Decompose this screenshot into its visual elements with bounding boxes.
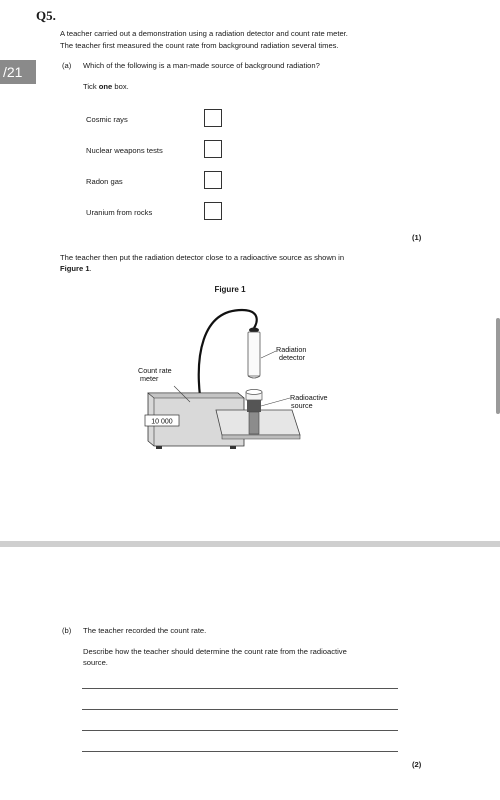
tick-prefix: Tick	[83, 82, 99, 91]
answer-line-1[interactable]	[82, 688, 398, 689]
label-detector: detector	[279, 353, 305, 362]
part-b-instruction-line-1: Describe how the teacher should determine the count rate from the radioactive	[83, 647, 347, 656]
figure-reference: Figure 1	[60, 264, 90, 273]
answer-line-4[interactable]	[82, 751, 398, 752]
page-badge: /21	[0, 60, 36, 84]
detector-leader	[261, 351, 276, 358]
checkbox-cosmic-rays[interactable]	[204, 109, 222, 127]
label-meter: meter	[140, 374, 159, 383]
tray-edge	[222, 435, 300, 439]
option-label-radon-gas: Radon gas	[86, 177, 123, 186]
part-b-instruction-line-2: source.	[83, 658, 108, 667]
question-number: Q5.	[36, 8, 56, 23]
scrollbar-thumb[interactable]	[496, 318, 500, 414]
label-source: source	[291, 401, 313, 410]
source-holder-rim	[246, 390, 262, 395]
meter-reading: 10 000	[151, 418, 173, 426]
checkbox-radon-gas[interactable]	[204, 171, 222, 189]
figure-title-wrap	[0, 285, 500, 294]
figure-title: Figure 1	[214, 285, 246, 294]
meter-foot-right	[230, 446, 236, 449]
meter-top	[148, 393, 244, 398]
label-count-rate: Count rate	[138, 366, 172, 375]
figure-intro-end: .	[89, 264, 92, 273]
answer-line-2[interactable]	[82, 709, 398, 710]
part-a-label: (a)	[62, 61, 72, 70]
label-radioactive: Radioactive	[290, 393, 328, 402]
intro-line-2: The teacher first measured the count rate from background radiation several times.	[60, 41, 339, 50]
part-a-question: Which of the following is a man-made source of background radiation?	[83, 61, 320, 70]
part-a-marks: (1)	[412, 233, 422, 242]
option-label-nuclear-weapons-tests: Nuclear weapons tests	[86, 146, 163, 155]
figure-intro	[60, 252, 420, 274]
figure-intro-line-1: The teacher then put the radiation detector close to a radioactive source as shown in	[60, 253, 345, 262]
figure-intro-line-2	[60, 263, 420, 274]
answer-line-3[interactable]	[82, 730, 398, 731]
source-leader	[261, 398, 290, 406]
tick-suffix: box.	[112, 82, 129, 91]
part-b-marks: (2)	[412, 760, 422, 769]
tick-emphasis: one	[98, 82, 113, 91]
page-divider	[0, 541, 500, 547]
meter-foot-left	[156, 446, 162, 449]
source-stand	[249, 412, 259, 434]
intro-line-1: A teacher carried out a demonstration using a radiation detector and count rate meter.	[60, 29, 348, 38]
figure-1-diagram	[120, 300, 350, 475]
option-label-cosmic-rays: Cosmic rays	[86, 115, 128, 124]
part-b-instruction	[83, 646, 403, 668]
radioactive-source	[247, 400, 261, 412]
part-b-label: (b)	[62, 626, 72, 635]
part-b-text: The teacher recorded the count rate.	[83, 626, 207, 635]
checkbox-nuclear-weapons-tests[interactable]	[204, 140, 222, 158]
label-radiation: Radiation	[276, 345, 307, 354]
option-label-uranium-from-rocks: Uranium from rocks	[86, 208, 153, 217]
tick-instruction	[83, 82, 129, 91]
question-intro	[60, 28, 440, 52]
checkbox-uranium-from-rocks[interactable]	[204, 202, 222, 220]
radiation-detector	[248, 332, 260, 376]
